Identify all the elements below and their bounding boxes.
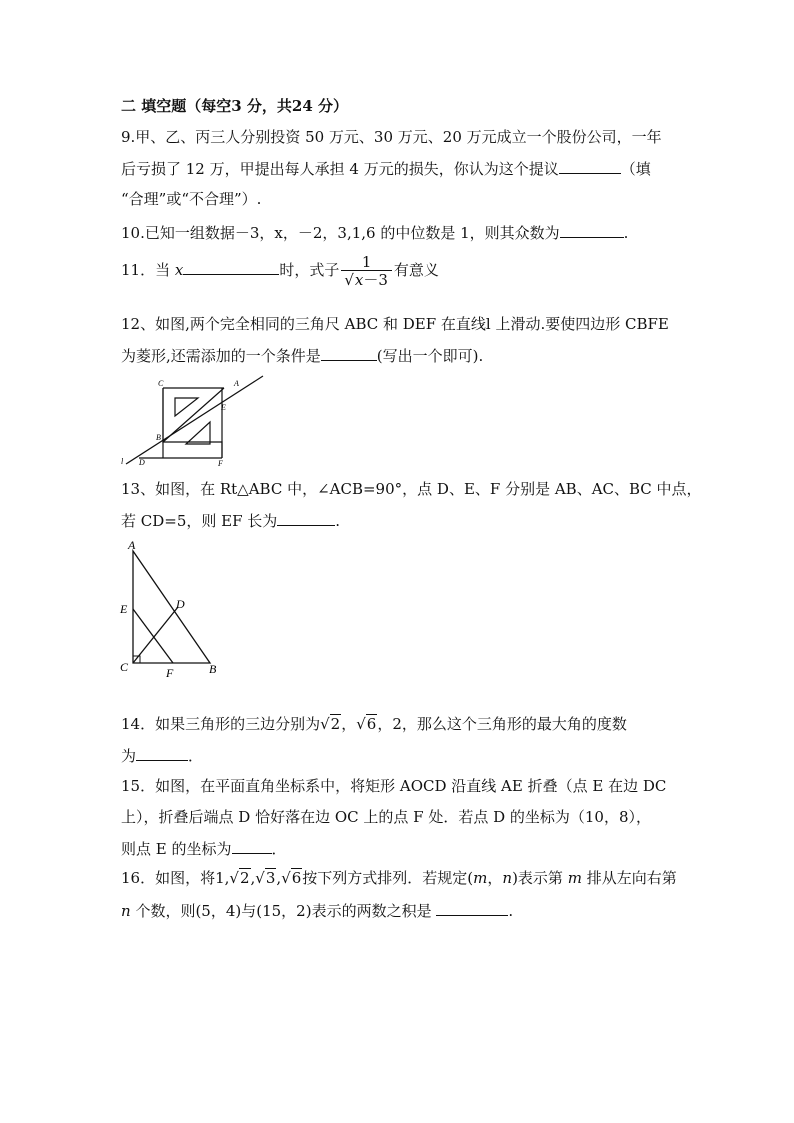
q14-radicand-2: 6 (366, 715, 377, 733)
q11-var: x (174, 261, 184, 279)
sqrt-sign-icon: √ (356, 715, 366, 733)
q16-sqrt-2 (229, 868, 250, 888)
q14-line2 (121, 745, 203, 766)
q15-line3-text: 则点 E 的坐标为 (121, 840, 232, 858)
q14-line2-tail: ． (188, 747, 204, 765)
q11-answer-blank[interactable] (183, 259, 279, 275)
q12-label-d: D (139, 458, 145, 467)
q9-line2 (121, 158, 651, 179)
q9-line3: “合理”或“不合理”）. (121, 190, 262, 208)
q12-line2 (121, 345, 483, 366)
q12-label-a: A (234, 379, 239, 388)
q15-line1: 15．如图，在平面直角坐标系中，将矩形 AOCD 沿直线 AE 折叠（点 E 在边 DC (121, 777, 667, 795)
q13-label-e: E (120, 602, 128, 616)
q13-median-cd (133, 607, 178, 663)
q16-line2-end: . (508, 902, 514, 920)
q14-sqrt-1 (320, 714, 341, 734)
q12-label-c: C (158, 379, 164, 388)
q16-radicand-6: 6 (291, 869, 302, 887)
q14-sqrt-2 (356, 714, 377, 734)
q16-list-one: 1, (215, 869, 230, 887)
q13-label-d: D (176, 597, 185, 611)
q16-line2-text: 个数，则(5，4)与(15，2)表示的两数之积是 (130, 902, 437, 920)
q11-prefix: 11．当 (121, 261, 175, 279)
q14-answer-blank[interactable] (136, 745, 188, 761)
q11-numerator: 1 (361, 252, 372, 271)
q16-line2 (121, 900, 513, 921)
q11-line (121, 252, 439, 289)
q13-line2-tail: . (335, 512, 341, 530)
q11-denominator (341, 270, 392, 289)
q13-triangle-abc (133, 551, 210, 663)
q14-radicand-1: 2 (330, 715, 341, 733)
q14-line1 (121, 714, 627, 734)
q16-line2-n: n (121, 902, 131, 920)
q16-after: )表示第 (512, 869, 568, 887)
q16-mid: 按下列方式排列．若规定( (302, 869, 474, 887)
q15-line3 (121, 838, 287, 859)
q14-line2-text: 为 (121, 747, 137, 765)
sqrt-sign-icon: √ (255, 869, 265, 887)
q11-radicand-rest: －3 (363, 270, 388, 289)
q12-line1: 12、如图,两个完全相同的三角尺 ABC 和 DEF 在直线l 上滑动.要使四边形 CBFE (121, 315, 669, 333)
q12-label-f: F (218, 459, 223, 467)
q13-answer-blank[interactable] (277, 510, 335, 526)
q12-line2-text: 为菱形,还需添加的一个条件是 (121, 347, 321, 365)
q10-answer-blank[interactable] (560, 222, 624, 238)
q12-label-l: l (121, 457, 124, 466)
q9-line2-text: 后亏损了 12 万，甲提出每人承担 4 万元的损失，你认为这个提议 (121, 160, 559, 178)
q16-tail: 排从左向右第 (581, 869, 677, 887)
q10-line (121, 222, 628, 243)
q12-label-e: E (221, 403, 226, 412)
q10-end: . (623, 224, 629, 242)
q16-sqrt-6 (281, 868, 302, 888)
q11-suffix: 有意义 (393, 261, 439, 279)
q13-label-a: A (128, 538, 136, 552)
q15-line3-tail: ． (271, 840, 287, 858)
q13-right-triangle-figure (118, 535, 228, 680)
q11-fraction (341, 254, 392, 289)
q10-text: 10.已知一组数据－3，x，－2，3,1,6 的中位数是 1，则其众数为 (121, 224, 560, 242)
sqrt-sign-icon: √ (320, 715, 330, 733)
q12-inner-triangle-2 (186, 422, 210, 444)
q12-line2-tail: (写出一个即可). (376, 347, 484, 365)
q12-triangle-ruler-figure (118, 372, 268, 467)
q13-label-b: B (209, 662, 217, 676)
q14-sep2: ，2，那么这个三角形的最大角的度数 (377, 715, 627, 733)
q12-line-l (126, 376, 263, 464)
q13-line2 (121, 510, 340, 531)
q16-prefix: 16．如图，将 (121, 869, 216, 887)
q9-answer-blank[interactable] (559, 158, 621, 174)
q16-radicand-3: 3 (265, 869, 276, 887)
q11-radicand-var: x (354, 270, 364, 289)
q13-line1: 13、如图，在 Rt△ABC 中，∠ACB=90°，点 D、E、F 分别是 AB、AC、BC 中点， (121, 480, 702, 498)
q13-label-f: F (166, 666, 174, 680)
q16-m: m (473, 869, 488, 887)
q11-sqrt (344, 271, 389, 289)
q13-label-c: C (120, 660, 129, 674)
sqrt-sign-icon: √ (281, 869, 291, 887)
q15-line2: 上），折叠后端点 D 恰好落在边 OC 上的点 F 处．若点 D 的坐标为（10，8）， (121, 808, 652, 826)
q16-sqrt-3 (255, 868, 276, 888)
sqrt-sign-icon: √ (344, 270, 354, 289)
q12-label-b: B (156, 433, 161, 442)
q14-prefix: 14．如果三角形的三边分别为 (121, 715, 321, 733)
q14-sep1: ， (341, 715, 357, 733)
q13-line2-text: 若 CD=5，则 EF 长为 (121, 512, 278, 530)
q15-answer-blank[interactable] (232, 838, 272, 854)
q12-answer-blank[interactable] (321, 345, 377, 361)
q16-m2: m (567, 869, 582, 887)
q9-line1: 9.甲、乙、丙三人分别投资 50 万元、30 万元、20 万元成立一个股份公司，一年 (121, 128, 662, 146)
q16-comma: ， (487, 869, 503, 887)
q16-answer-blank[interactable] (436, 900, 508, 916)
q16-n: n (502, 869, 513, 887)
sqrt-sign-icon: √ (229, 869, 239, 887)
q9-line2-tail: （填 (620, 160, 651, 178)
q11-mid: 时，式子 (279, 261, 340, 279)
q16-radicand-2: 2 (239, 869, 250, 887)
section-title: 二 填空题（每空3 分，共24 分） (121, 97, 348, 115)
q16-line1: 16．如图，将1,√2,√3,√6按下列方式排列．若规定(m，n)表示第 m 排从左向右第 (121, 869, 677, 887)
